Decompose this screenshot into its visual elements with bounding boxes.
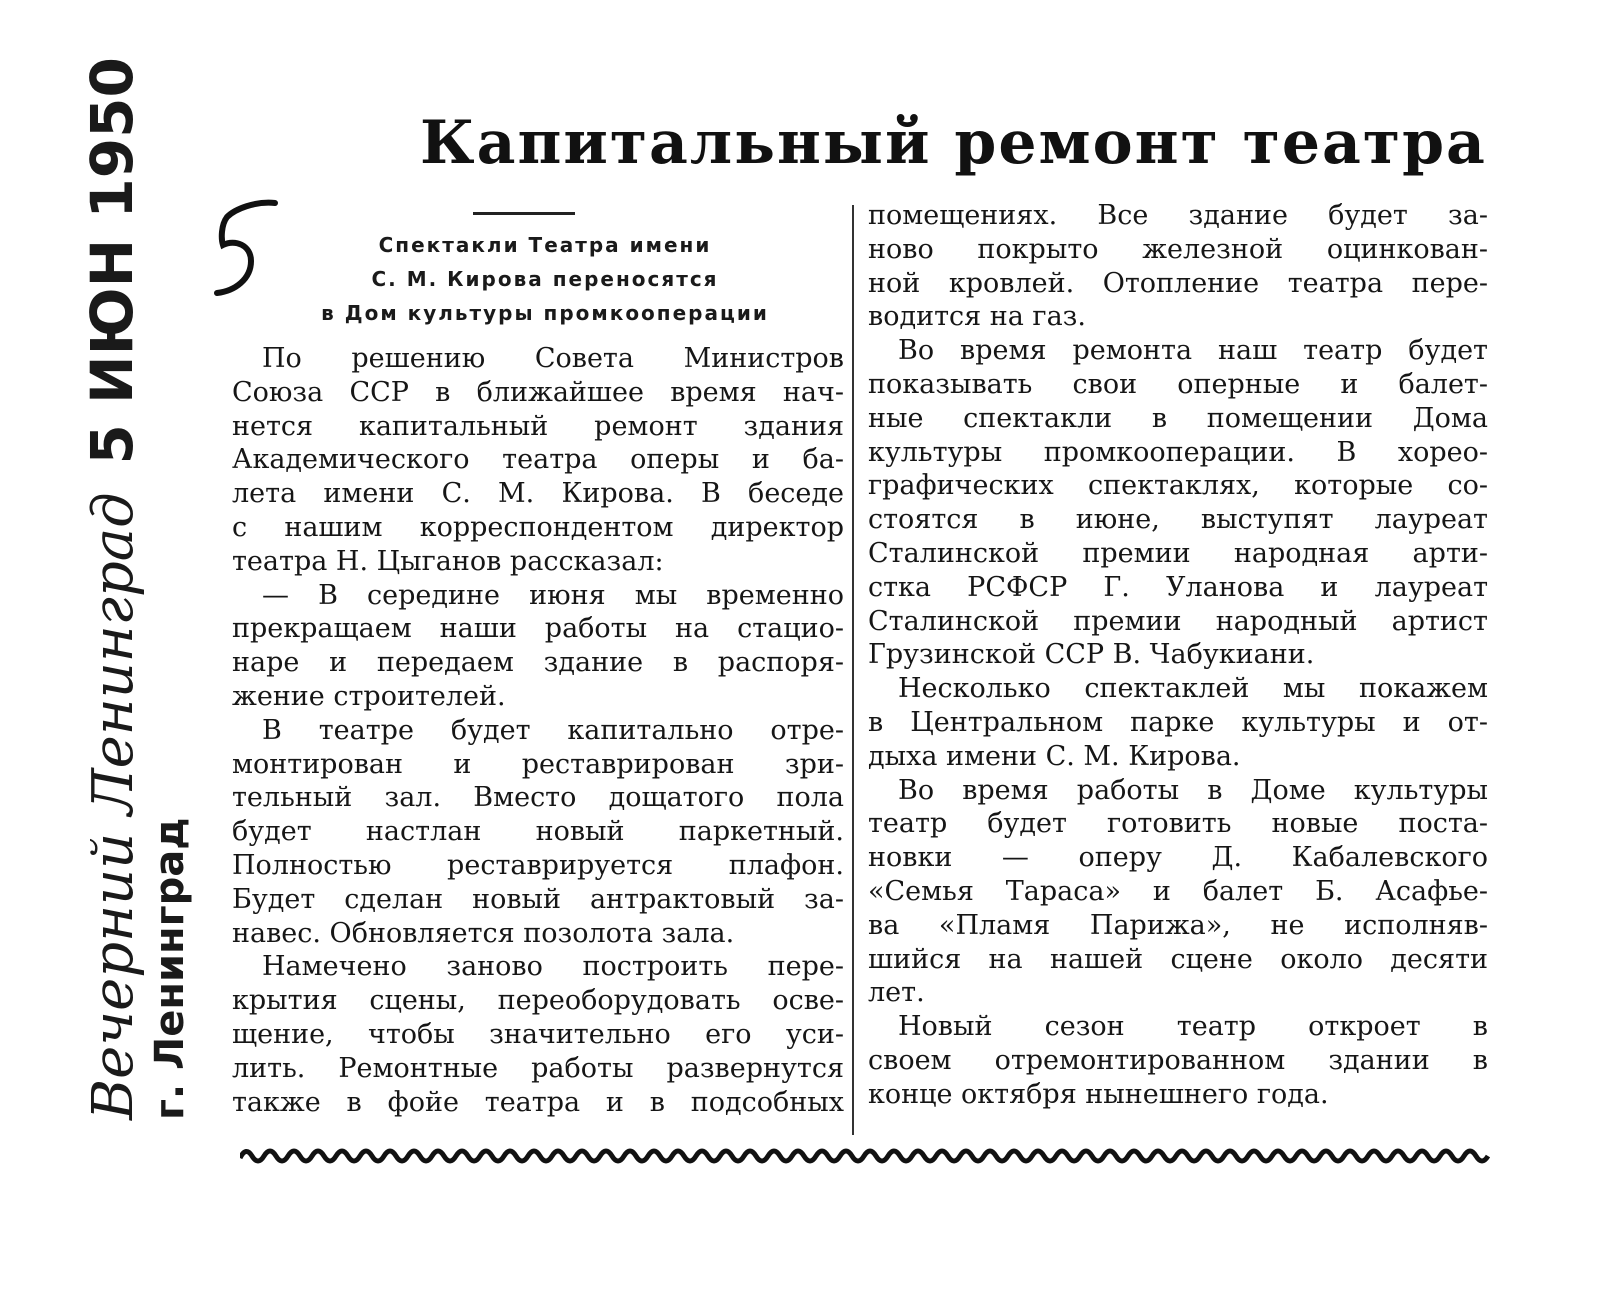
subheadline <box>245 228 845 330</box>
article-line: театр будет готовить новые поста- <box>868 808 1488 840</box>
article-line: ные спектакли в помещении Дома <box>868 402 1488 434</box>
article-line: Союза ССР в ближайшее время нач- <box>232 376 844 408</box>
article-line: с нашим корреспондентом директор <box>232 511 844 543</box>
wavy-rule <box>240 1140 1490 1170</box>
newspaper-stamp <box>80 57 194 1120</box>
article-line: жение строителей. <box>232 680 506 712</box>
article-line: ва «Пламя Парижа», не исполняв- <box>868 909 1488 941</box>
article-line: будет настлан новый паркетный. <box>232 816 844 848</box>
article-line: крытия сцены, переоборудовать осве- <box>232 985 844 1017</box>
article-line: помещениях. Все здание будет за- <box>868 200 1488 231</box>
article-line: театра Н. Цыганов рассказал: <box>232 545 664 577</box>
article-column-left <box>232 342 844 1119</box>
article-line: также в фойе театра и в подсобных <box>232 1086 844 1118</box>
stamp-date: 5 ИЮН 1950 <box>78 57 146 465</box>
article-line: ной кровлей. Отопление театра пере- <box>868 267 1488 299</box>
article-line: лет. <box>868 977 925 1009</box>
article-line: дыха имени С. М. Кирова. <box>868 740 1241 772</box>
subhead-line: в Дом культуры промкооперации <box>321 301 769 325</box>
column-divider <box>852 205 854 1135</box>
article-line: лить. Ремонтные работы развернутся <box>232 1052 844 1084</box>
article-line: графических спектаклях, которые со- <box>868 470 1488 502</box>
article-line: Сталинской премии народная арти- <box>868 537 1488 569</box>
article-line: Несколько спектаклей мы покажем <box>898 673 1488 705</box>
article-line: Сталинской премии народный артист <box>868 605 1488 637</box>
article-line: Грузинской ССР В. Чабукиани. <box>868 639 1315 671</box>
article-line: навес. Обновляется позолота зала. <box>232 917 735 949</box>
article-line: новки — оперу Д. Кабалевского <box>868 842 1488 874</box>
article-column-right <box>868 199 1488 1112</box>
article-line: монтирован и реставрирован зри- <box>232 748 844 780</box>
subhead-line: С. М. Кирова переносятся <box>371 267 719 291</box>
article-line: щение, чтобы значительно его уси- <box>232 1018 844 1050</box>
article-line: нется капитальный ремонт здания <box>232 410 844 442</box>
article-line: Во время ремонта наш театр будет <box>898 335 1488 367</box>
article-line: Академического театра оперы и ба- <box>232 444 844 476</box>
article-line: лета имени С. М. Кирова. В беседе <box>232 478 844 510</box>
article-line: шийся на нашей сцене около десяти <box>868 943 1488 975</box>
stamp-city: г. Ленинград <box>147 817 193 1120</box>
article-line: наре и передаем здание в распоря- <box>232 647 844 679</box>
article-line: ново покрыто железной оцинкован- <box>868 233 1488 265</box>
article-line: Во время работы в Доме культуры <box>898 774 1488 806</box>
article-line: стоятся в июне, выступят лауреат <box>868 504 1488 536</box>
article-line: «Семья Тараса» и балет Б. Асафье- <box>868 875 1488 907</box>
article-line: Намечено заново построить пере- <box>262 951 844 983</box>
article-line: Новый сезон театр откроет в <box>898 1011 1488 1043</box>
article-line: Будет сделан новый антрактовый за- <box>232 883 844 915</box>
headline: Капитальный ремонт театра <box>420 108 1487 178</box>
article-line: водится на газ. <box>868 301 1086 333</box>
article-line: своем отремонтированном здании в <box>868 1044 1488 1076</box>
article-line: показывать свои оперные и балет- <box>868 368 1488 400</box>
article-line: прекращаем наши работы на стацио- <box>232 613 844 645</box>
article-line: По решению Совета Министров <box>262 343 844 374</box>
article-line: стка РСФСР Г. Уланова и лауреат <box>868 571 1488 603</box>
subhead-line: Спектакли Театра имени <box>378 233 712 257</box>
article-line: Полностью реставрируется плафон. <box>232 849 844 881</box>
article-line: — В середине июня мы временно <box>262 579 844 611</box>
article-line: в Центральном парке культуры и от- <box>868 706 1488 738</box>
article-line: В театре будет капитально отре- <box>262 714 844 746</box>
article-line: тельный зал. Вместо дощатого пола <box>232 782 844 814</box>
article-line: культуры промкооперации. В хорео- <box>868 436 1488 468</box>
headline-rule <box>473 212 575 215</box>
article-line: конце октября нынешнего года. <box>868 1078 1329 1110</box>
stamp-newspaper-name: Вечерний Ленинград <box>81 492 146 1120</box>
